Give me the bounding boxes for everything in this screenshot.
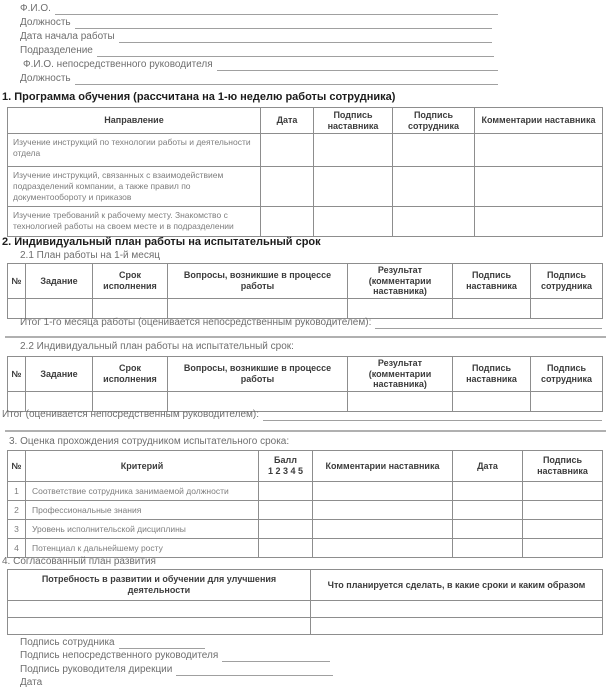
result-label: Итог (оценивается непосредственным руководителем): [2,409,260,420]
field-label: Дата [20,677,43,688]
col-number: № [8,357,26,392]
field-label: Подпись руководителя дирекции [20,664,173,675]
empty-cell [523,539,603,558]
fill-line [75,18,492,29]
col-mentor-comments: Комментарии наставника [313,451,453,482]
field-label: Подразделение [20,45,93,56]
section3-title: 3. Оценка прохождения сотрудником испытательного срока: [9,436,290,447]
empty-cell [311,601,603,618]
field-label: Дата начала работы [20,31,115,42]
empty-cell [8,298,26,318]
fill-line [119,32,492,43]
training-item: Изучение инструкций по технологии работы и деятельности отдела [8,134,261,167]
fill-line [97,46,494,57]
col-employee-signature: Подпись сотрудника [393,108,475,134]
section2-title: 2. Индивидуальный план работы на испытательный срок [2,236,321,248]
table-row [8,520,603,539]
training-program-table [7,107,603,237]
col-task: Задание [26,264,93,299]
empty-cell [523,520,603,539]
empty-cell [453,520,523,539]
col-development-need: Потребность в развитии и обучении для улучшения деятельности [8,570,311,601]
empty-cell [523,482,603,501]
field-label: Ф.И.О. [20,3,51,14]
table-header-row [8,570,603,601]
table-row [8,539,603,558]
field-label: Подпись непосредственного руководителя [20,650,219,661]
col-mentor-signature: Подпись наставника [453,357,531,392]
field-label: Подпись сотрудника [20,637,115,648]
empty-cell [313,482,453,501]
table-header-row [8,264,603,299]
empty-cell [314,167,393,207]
section1-title: 1. Программа обучения (рассчитана на 1-ю неделю работы сотрудника) [2,91,396,103]
empty-cell [453,482,523,501]
field-fio [20,3,498,15]
table-header-row [8,108,603,134]
supervisor-signature-line [20,650,330,662]
empty-cell [393,134,475,167]
probation-plan-table [7,356,603,412]
col-deadline: Срок исполнения [93,264,168,299]
empty-cell [393,167,475,207]
field-position [20,17,492,29]
empty-cell [259,501,313,520]
col-direction: Направление [8,108,261,134]
col-number: № [8,264,26,299]
table-row [8,501,603,520]
field-supervisor-fio [23,59,498,71]
field-department [20,45,494,57]
row-number: 1 [8,482,26,501]
col-questions: Вопросы, возникшие в процессе работы [168,264,348,299]
col-deadline: Срок исполнения [93,357,168,392]
empty-cell [313,501,453,520]
row-number: 4 [8,539,26,558]
empty-cell [311,618,603,635]
training-item: Изучение инструкций, связанных с взаимодействием подразделений компании, а также правил по документообороту и приказов [8,167,261,207]
empty-cell [523,501,603,520]
empty-cell [8,601,311,618]
empty-cell [453,501,523,520]
empty-cell [168,298,348,318]
col-number: № [8,451,26,482]
col-planned-actions: Что планируется сделать, в какие сроки и каким образом [311,570,603,601]
empty-cell [261,134,314,167]
criterion-cell: Потенциал к дальнейшему росту [26,539,259,558]
empty-cell [313,520,453,539]
col-result: Результат (комментарии наставника) [348,264,453,299]
fill-line [176,665,333,676]
date-line [20,677,164,688]
fill-line [222,651,330,662]
empty-cell [475,167,603,207]
table-row [8,601,603,618]
empty-cell [259,520,313,539]
criterion-cell: Уровень исполнительской дисциплины [26,520,259,539]
col-task: Задание [26,357,93,392]
empty-cell [314,134,393,167]
section2-sub2-title: 2.2 Индивидуальный план работы на испытательный срок: [20,341,294,352]
score-label: Балл [274,455,297,466]
table-header-row [8,451,603,482]
col-employee-signature: Подпись сотрудника [531,357,603,392]
empty-cell [8,618,311,635]
fill-line [263,410,602,421]
criterion-cell: Профессиональные знания [26,501,259,520]
first-month-plan-table [7,263,603,319]
probation-result-line [2,409,602,421]
fill-line [55,4,498,15]
empty-cell [393,206,475,236]
row-number: 3 [8,520,26,539]
field-label: Ф.И.О. непосредственного руководителя [23,59,213,70]
director-signature-line [20,664,333,676]
col-result: Результат (комментарии наставника) [348,357,453,392]
employee-signature-line [20,637,205,649]
fill-line [375,318,602,329]
empty-cell [259,482,313,501]
empty-cell [313,539,453,558]
row-number: 2 [8,501,26,520]
col-date: Дата [261,108,314,134]
training-item: Изучение требований к рабочему месту. Знакомство с технологией работы на своем месте и в подразделении [8,206,261,236]
table-row [8,134,603,167]
empty-cell [453,539,523,558]
field-supervisor-position [20,73,498,85]
empty-cell [453,298,531,318]
score-scale: 1 2 3 4 5 [267,466,304,476]
empty-cell [26,298,93,318]
section4-title: 4. Согласованный план развития [2,556,156,567]
result-label: Итог 1-го месяца работы (оценивается непосредственным руководителем): [20,317,372,328]
empty-cell [259,539,313,558]
field-start-date [20,31,492,43]
table-row [8,298,603,318]
table-header-row [8,357,603,392]
empty-cell [348,298,453,318]
empty-cell [531,298,603,318]
col-mentor-comments: Комментарии наставника [475,108,603,134]
empty-cell [261,206,314,236]
criterion-cell: Соответствие сотрудника занимаемой должности [26,482,259,501]
fill-line [119,638,205,649]
section2-sub1-title: 2.1 План работы на 1-й месяц [20,250,160,261]
table-row [8,482,603,501]
empty-cell [475,134,603,167]
fill-line [46,678,164,688]
development-plan-table [7,569,603,635]
table-row [8,618,603,635]
fill-line [217,60,498,71]
col-criterion: Критерий [26,451,259,482]
empty-cell [93,298,168,318]
empty-cell [314,206,393,236]
col-score [259,451,313,482]
empty-cell [475,206,603,236]
empty-cell [261,167,314,207]
first-month-result-line [20,317,602,329]
col-mentor-signature: Подпись наставника [523,451,603,482]
field-label: Должность [20,73,71,84]
field-label: Должность [20,17,71,28]
col-questions: Вопросы, возникшие в процессе работы [168,357,348,392]
col-employee-signature: Подпись сотрудника [531,264,603,299]
fill-line [75,74,498,85]
continuation-line [5,430,606,432]
table-row [8,206,603,236]
col-mentor-signature: Подпись наставника [314,108,393,134]
table-row [8,167,603,207]
col-date: Дата [453,451,523,482]
probation-evaluation-table [7,450,603,558]
continuation-line [5,336,606,338]
col-mentor-signature: Подпись наставника [453,264,531,299]
